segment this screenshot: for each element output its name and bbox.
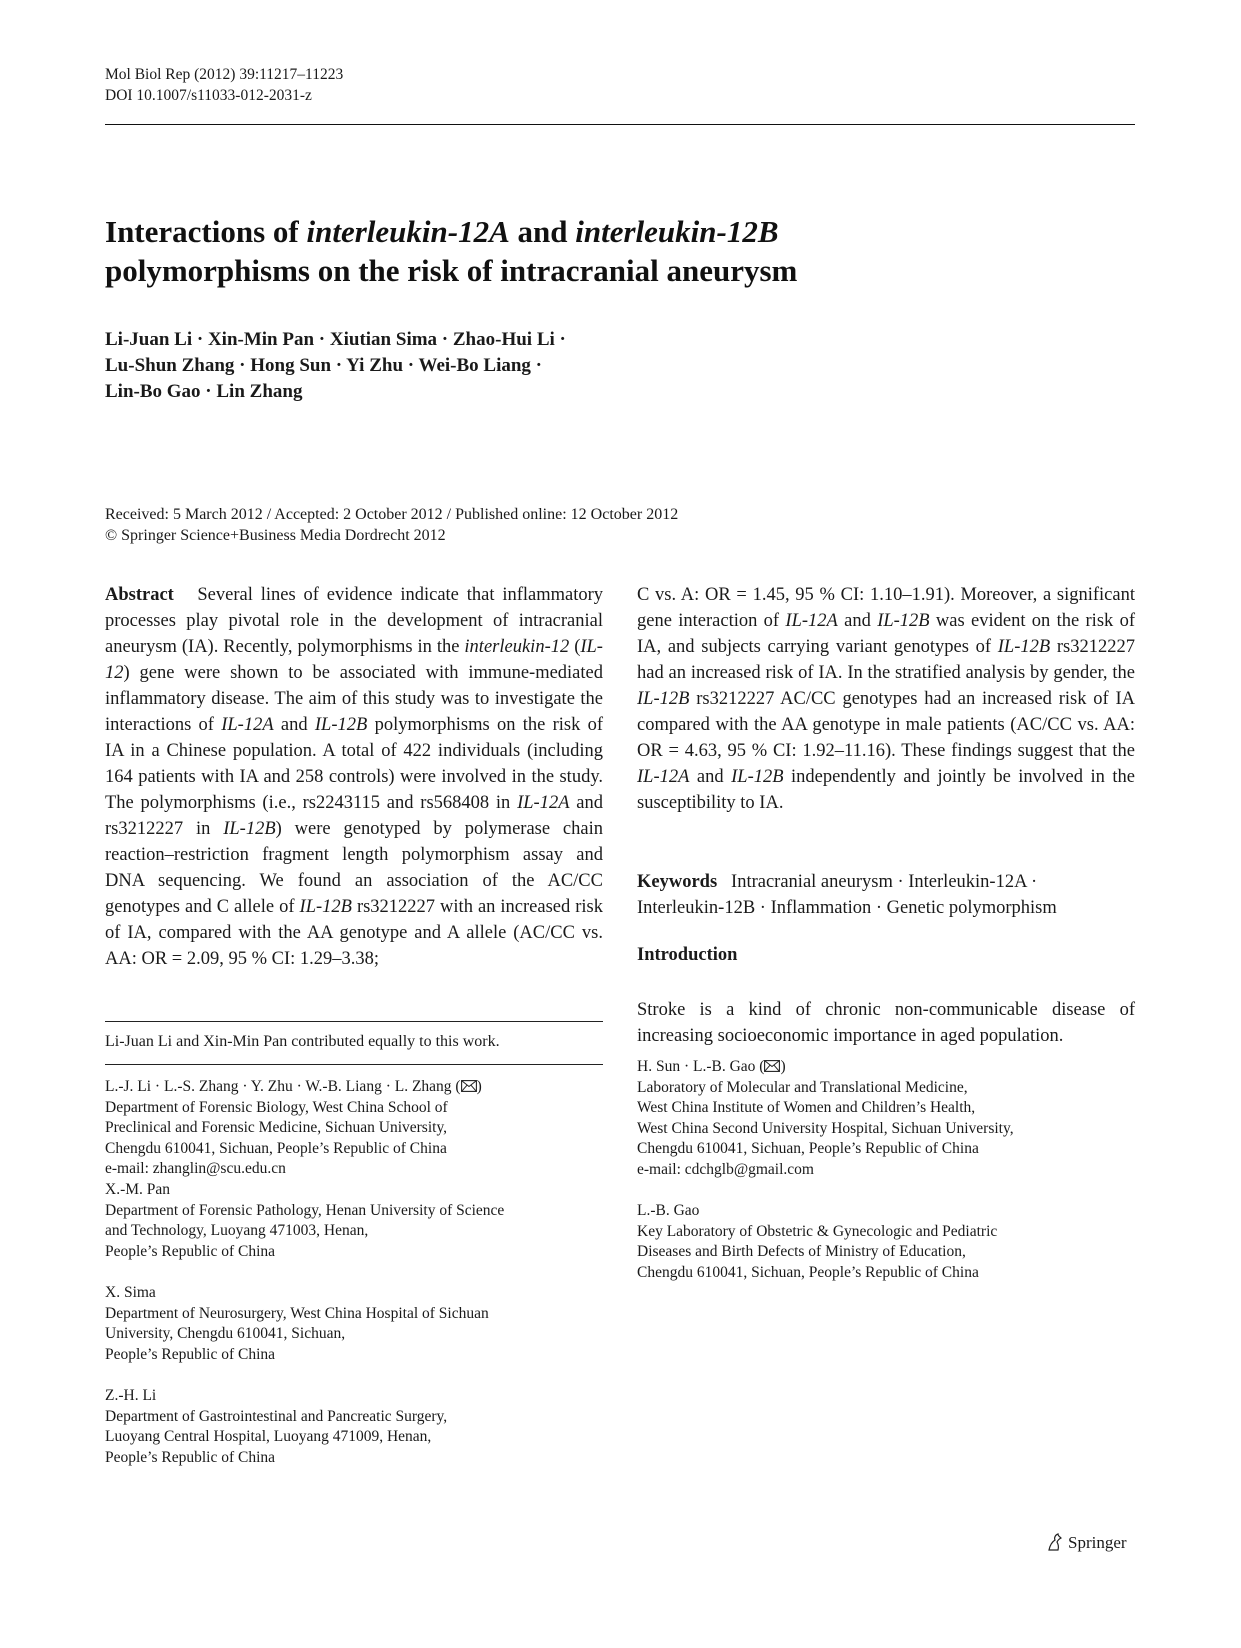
abstract-heading: Abstract (105, 585, 174, 605)
copyright-line: © Springer Science+Business Media Dordrecht 2012 (105, 527, 446, 544)
affiliation-block: L.-J. Li · L.-S. Zhang · Y. Zhu · W.-B. Liang · L. Zhang ( ) Department of Forensic Biology, West China School of Preclinical and Forensic Medicine, Sichuan University, Chengdu 610041, Sichuan, People’s Republic of China e-mail: zhanglin@scu.edu.cn (105, 1078, 482, 1177)
introduction-text: Stroke is a kind of chronic non-communicable disease of increasing socioeconomic importance in aged population. (637, 1000, 1135, 1046)
footnote-rule (105, 1064, 603, 1065)
keywords: Keywords Intracranial aneurysm · Interleukin-12A · Interleukin-12B · Inflammation · Genetic polymorphism (637, 872, 1057, 918)
equal-contribution-note: Li-Juan Li and Xin-Min Pan contributed equally to this work. (105, 1033, 500, 1050)
affiliation-block: Z.-H. Li Department of Gastrointestinal and Pancreatic Surgery, Luoyang Central Hospital, Luoyang 471009, Henan, People’s Republic of China (105, 1387, 448, 1466)
envelope-icon (461, 1080, 477, 1092)
doi: DOI 10.1007/s11033-012-2031-z (105, 87, 312, 104)
paper-title: Interactions of interleukin-12A and interleukin-12B polymorphisms on the risk of intracranial aneurysm (105, 214, 798, 288)
author-list: Li-Juan Li · Xin-Min Pan · Xiutian Sima · Zhao-Hui Li · Lu-Shun Zhang · Hong Sun · Yi Zhu · Wei-Bo Liang · Lin-Bo Gao · Lin Zhang (105, 329, 566, 402)
keywords-heading: Keywords (637, 872, 718, 892)
footnote-rule (105, 1021, 603, 1022)
publication-dates (105, 504, 1105, 546)
envelope-icon (764, 1060, 780, 1072)
received-line: Received: 5 March 2012 / Accepted: 2 October 2012 / Published online: 12 October 2012 (105, 506, 679, 523)
publisher-logo (1046, 1532, 1127, 1554)
publisher-name: Springer (1068, 1533, 1127, 1552)
header-rule (105, 124, 1135, 125)
introduction-heading: Introduction (637, 945, 738, 965)
affiliation-block: X.-M. Pan Department of Forensic Pathology, Henan University of Science and Technology, Luoyang 471003, Henan, People’s Republic of China (105, 1181, 505, 1260)
journal-header (105, 64, 343, 106)
abstract-left: Abstract Several lines of evidence indicate that inflammatory processes play pivotal role in the development of intracranial aneurysm (IA). Recently, polymorphisms in the interleukin-12 (IL-12) gene were shown to be associated with immune-mediated inflammatory disease. The aim of this study was to investigate the interactions of IL-12A and IL-12B polymorphisms on the risk of IA in a Chinese population. A total of 422 individuals (including 164 patients with IA and 258 controls) were involved in the study. The polymorphisms (i.e., rs2243115 and rs568408 in IL-12A and rs3212227 in IL-12B) were genotyped by polymerase chain reaction–restriction fragment length polymorphism assay and DNA sequencing. We found an association of the AC/CC genotypes and C allele of IL-12B rs3212227 with an increased risk of IA, compared with the AA genotype and A allele (AC/CC vs. AA: OR = 2.09, 95 % CI: 1.29–3.38; (105, 585, 604, 969)
journal-citation: Mol Biol Rep (2012) 39:11217–11223 (105, 66, 344, 83)
affiliation-block: H. Sun · L.-B. Gao ( ) Laboratory of Molecular and Translational Medicine, West China Institute of Women and Children’s Health, West China Second University Hospital, Sichuan University, Chengdu 610041, Sichuan, People’s Republic of China e-mail: cdchglb@gmail.com (637, 1058, 1014, 1178)
affiliation-block: L.-B. Gao Key Laboratory of Obstetric & Gynecologic and Pediatric Diseases and Birth Defects of Ministry of Education, Chengdu 610041, Sichuan, People’s Republic of China (637, 1202, 998, 1281)
springer-horse-icon (1046, 1532, 1064, 1552)
affiliation-block: X. Sima Department of Neurosurgery, West China Hospital of Sichuan University, Chengdu 610041, Sichuan, People’s Republic of China (105, 1284, 489, 1363)
abstract-right: C vs. A: OR = 1.45, 95 % CI: 1.10–1.91). Moreover, a significant gene interaction of IL-12A and IL-12B was evident on the risk of IA, and subjects carrying variant genotypes of IL-12B rs3212227 had an increased risk of IA. In the stratified analysis by gender, the IL-12B rs3212227 AC/CC genotypes had an increased risk of IA compared with the AA genotype in male patients (AC/CC vs. AA: OR = 4.63, 95 % CI: 1.92–11.16). These findings suggest that the IL-12A and IL-12B independently and jointly be involved in the susceptibility to IA. (637, 585, 1136, 813)
